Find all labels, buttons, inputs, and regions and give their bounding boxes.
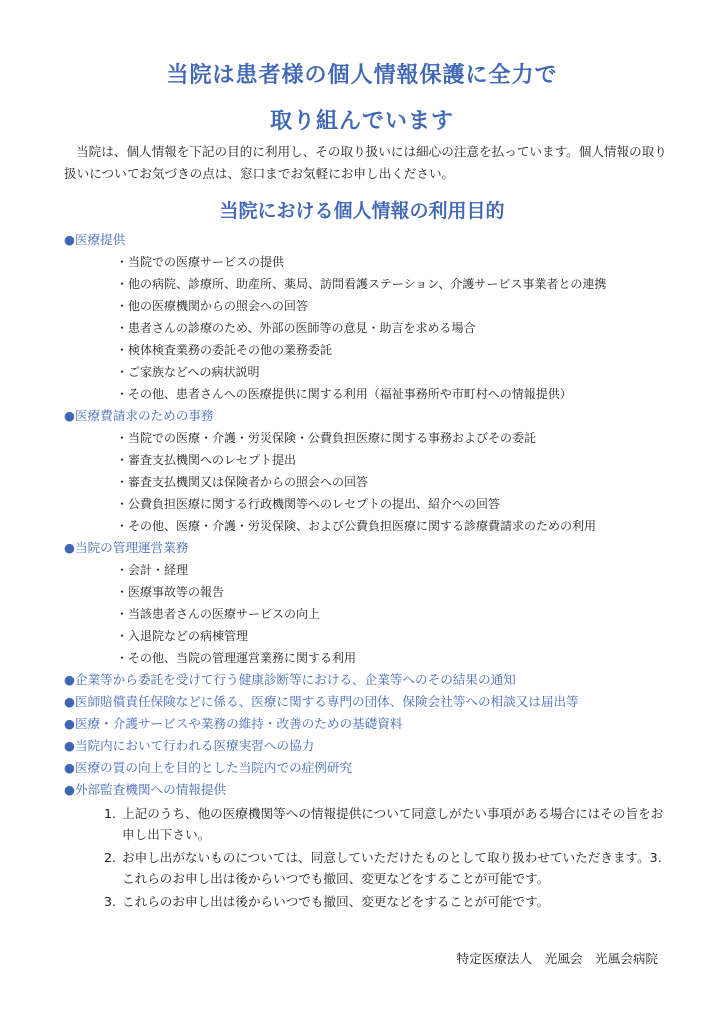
note-text: これらのお申し出は後からいつでも撤回、変更などをすることが可能です。 [122, 894, 550, 909]
section-title: 当院における個人情報の利用目的 [219, 200, 505, 222]
list-item: ・その他、医療・介護・労災保険、および公費負担医療に関する診療費請求のための利用 [116, 519, 597, 533]
note-number: 3. [103, 894, 116, 909]
list-item: ・審査支払機関又は保険者からの照会への回答 [116, 475, 369, 489]
category-external-audit: ●外部監査機関への情報提供 [64, 782, 227, 797]
list-item: ・患者さんの診療のため、外部の医師等の意見・助言を求める場合 [116, 321, 476, 335]
category-case-study: ●医療の質の向上を目的とした当院内での症例研究 [64, 760, 353, 775]
note-item [64, 891, 684, 912]
list-item: ・審査支払機関へのレセプト提出 [116, 453, 297, 467]
list-item: ・入退院などの病棟管理 [116, 629, 249, 643]
category-health-checkup: ●企業等から委託を受けて行う健康診断等における、企業等へのその結果の通知 [64, 672, 516, 687]
list-item: ・ご家族などへの病状説明 [116, 365, 260, 379]
note-number: 2. [103, 850, 116, 865]
intro-paragraph [64, 141, 668, 185]
note-item [64, 803, 684, 845]
list-item: ・その他、当院の管理運営業務に関する利用 [116, 651, 357, 665]
category-insurance: ●医師賠償責任保険などに係る、医療に関する専門の団体、保険会社等への相談又は届出等 [64, 694, 579, 709]
page-title-line-1: 当院は患者様の個人情報保護に全力で [166, 63, 558, 88]
category-medical-care: ●医療提供 [64, 232, 126, 247]
list-item: ・当院での医療・介護・労災保険・公費負担医療に関する事務およびその委託 [116, 431, 537, 445]
list-item: ・会計・経理 [116, 563, 189, 577]
category-basic-data: ●医療・介護サービスや業務の維持・改善のための基礎資料 [64, 716, 403, 731]
category-billing: ●医療費請求のための事務 [64, 408, 214, 423]
list-item: ・他の医療機関からの照会への回答 [116, 299, 309, 313]
list-item: ・公費負担医療に関する行政機関等へのレセプトの提出、紹介への回答 [116, 497, 501, 511]
note-text: お申し出がないものについては、同意していただけたものとして取り扱わせていただきます。3. これらのお申し出は後からいつでも撤回、変更などをすることが可能です。 [122, 850, 662, 886]
list-item: ・当院での医療サービスの提供 [116, 255, 285, 269]
category-training: ●当院内において行われる医療実習への協力 [64, 738, 315, 753]
page-title-line-2: 取り組んでいます [269, 109, 454, 134]
notes-list [64, 803, 684, 912]
intro-line-1: 当院は、個人情報を下記の目的に利用し、その取り扱いには細心の注意を払っています。個人情報の取り [76, 144, 667, 159]
purpose-list [64, 229, 684, 914]
note-number: 1. [103, 806, 116, 821]
note-text: 上記のうち、他の医療機関等への情報提供について同意しがたい事項がある場合にはその旨をお申し出下さい。 [122, 806, 664, 842]
hospital-name: 特定医療法人 光風会 光風会病院 [456, 951, 658, 966]
list-item: ・医療事故等の報告 [116, 585, 225, 599]
category-management: ●当院の管理運営業務 [64, 540, 189, 555]
list-item: ・他の病院、診療所、助産所、薬局、訪問看護ステーション、介護サービス事業者との連携 [116, 277, 607, 291]
list-item: ・当該患者さんの医療サービスの向上 [116, 607, 321, 621]
note-item [64, 847, 684, 889]
list-item: ・その他、患者さんへの医療提供に関する利用（福祉事務所や市町村への情報提供） [116, 387, 572, 401]
intro-line-2: 扱いについてお気づきの点は、窓口までお気軽にお申し出ください。 [64, 166, 455, 181]
list-item: ・検体検査業務の委託その他の業務委託 [116, 343, 333, 357]
